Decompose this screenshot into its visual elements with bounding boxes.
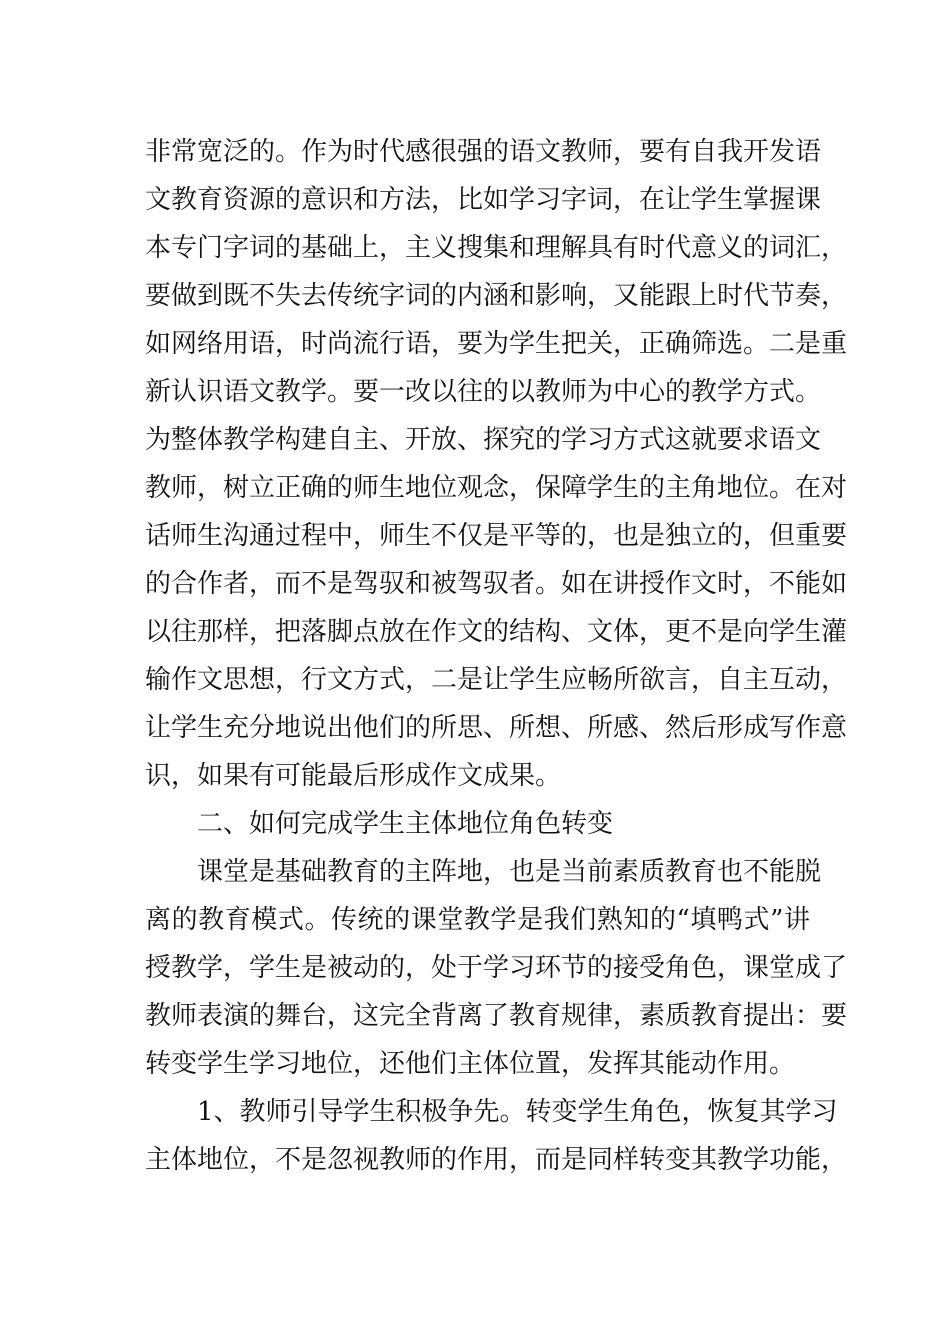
paragraph-start-line: 1、教师引导学生积极争先。转变学生角色，恢复其学习 [197,1097,838,1127]
body-line: 的合作者，而不是驾驭和被驾驭者。如在讲授作文时，不能如 [145,569,848,599]
body-line: 教师，树立正确的师生地位观念，保障学生的主角地位。在对 [145,473,848,503]
body-line: 如网络用语，时尚流行语，要为学生把关，正确筛选。二是重 [145,329,848,359]
body-line: 输作文思想，行文方式，二是让学生应畅所欲言，自主互动， [145,665,848,695]
body-line: 话师生沟通过程中，师生不仅是平等的，也是独立的，但重要 [145,521,848,551]
body-line: 非常宽泛的。作为时代感很强的语文教师，要有自我开发语 [145,137,822,167]
paragraph-end-line: 识，如果有可能最后形成作文成果。 [145,761,562,791]
body-line: 要做到既不失去传统字词的内涵和影响，又能跟上时代节奏， [145,281,848,311]
body-line: 让学生充分地说出他们的所思、所想、所感、然后形成写作意 [145,713,848,743]
body-line: 本专门字词的基础上，主义搜集和理解具有时代意义的词汇， [145,233,848,263]
body-line: 文教育资源的意识和方法，比如学习字词，在让学生掌握课 [145,185,822,215]
body-line: 为整体教学构建自主、开放、探究的学习方式这就要求语文 [145,425,822,455]
body-line: 离的教育模式。传统的课堂教学是我们熟知的“填鸭式”讲 [145,905,810,935]
body-line: 以往那样，把落脚点放在作文的结构、文体，更不是向学生灌 [145,617,848,647]
document-body [145,128,848,1184]
paragraph-start-line: 课堂是基础教育的主阵地，也是当前素质教育也不能脱 [197,857,822,887]
section-heading: 二、如何完成学生主体地位角色转变 [197,809,614,839]
paragraph-end-line: 转变学生学习地位，还他们主体位置，发挥其能动作用。 [145,1049,796,1079]
body-line: 教师表演的舞台，这完全背离了教育规律，素质教育提出：要 [145,1001,848,1031]
body-line: 授教学，学生是被动的，处于学习环节的接受角色，课堂成了 [145,953,848,983]
body-line: 新认识语文教学。要一改以往的以教师为中心的教学方式。 [145,377,822,407]
body-line: 主体地位，不是忽视教师的作用，而是同样转变其教学功能， [145,1145,848,1175]
